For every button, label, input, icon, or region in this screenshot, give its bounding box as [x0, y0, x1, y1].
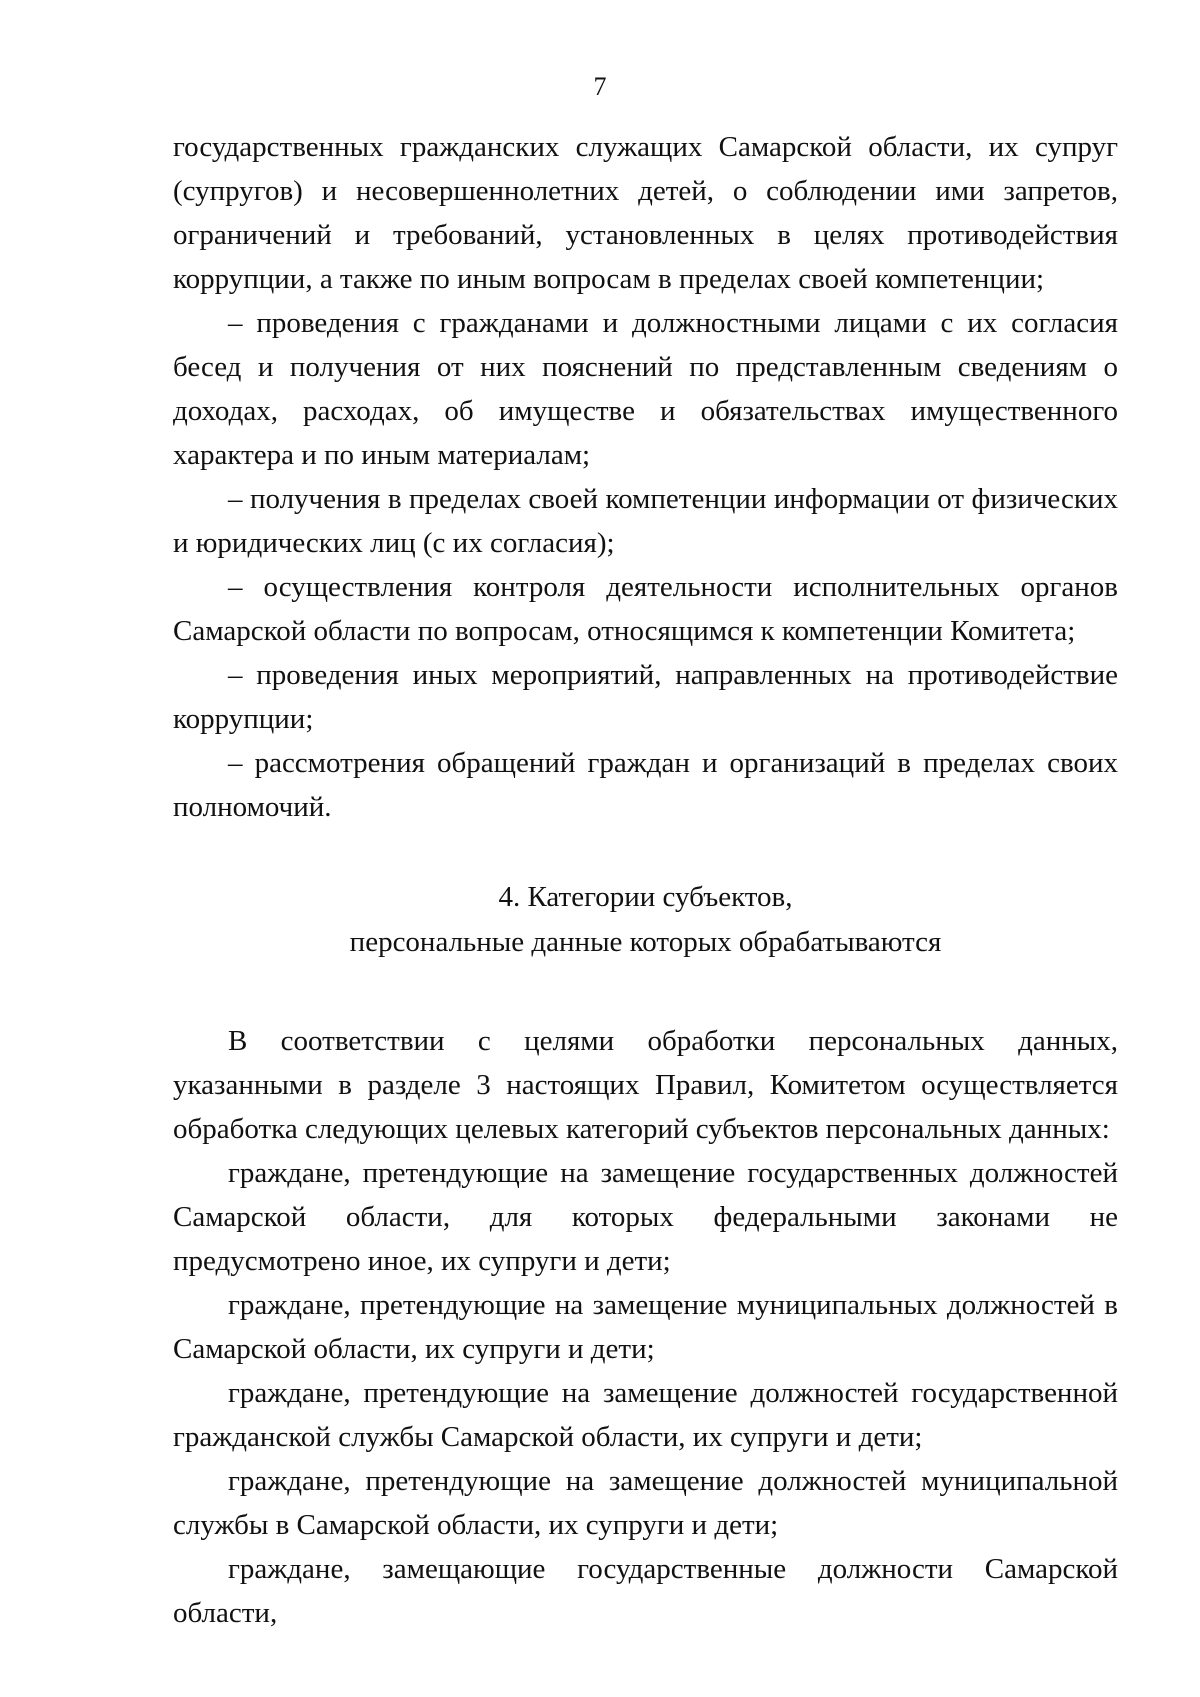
section-heading	[173, 875, 1118, 965]
paragraph-continuation: государственных гражданских служащих Самарской области, их супруг (супругов) и несовершеннолетних детей, о соблюдении ими запретов, ограничений и требований, установленных в целях противодействия коррупции, а также по иным вопросам в пределах своей компетенции;	[173, 131, 1118, 295]
paragraph-intro: В соответствии с целями обработки персональных данных, указанными в разделе 3 настоящих Правил, Комитетом осуществляется обработка следующих целевых категорий субъектов персональных данных:	[173, 1025, 1118, 1145]
section-heading-line-2: персональные данные которых обрабатываются	[349, 926, 942, 958]
page-number: 7	[593, 72, 607, 101]
list-item-control: – осуществления контроля деятельности исполнительных органов Самарской области по вопросам, относящимся к компетенции Комитета;	[173, 571, 1118, 647]
document-body	[173, 125, 1118, 1635]
category-state-positions: граждане, претендующие на замещение государственных должностей Самарской области, для которых федеральными законами не предусмотрено иное, их супруги и дети;	[173, 1157, 1118, 1277]
category-municipal-positions: граждане, претендующие на замещение муниципальных должностей в Самарской области, их супруги и дети;	[173, 1289, 1118, 1365]
category-holding-state-positions: граждане, замещающие государственные должности Самарской области,	[173, 1553, 1118, 1629]
section-heading-line-1: 4. Категории субъектов,	[498, 881, 793, 913]
category-civil-service: граждане, претендующие на замещение должностей государственной гражданской службы Самарской области, их супруги и дети;	[173, 1377, 1118, 1453]
list-item-other-measures: – проведения иных мероприятий, направленных на противодействие коррупции;	[173, 659, 1118, 735]
list-item-interviews: – проведения с гражданами и должностными лицами с их согласия бесед и получения от них пояснений по представленным сведениям о доходах, расходах, об имуществе и обязательствах имущественного характера и по иным материалам;	[173, 307, 1118, 471]
list-item-information-requests: – получения в пределах своей компетенции информации от физических и юридических лиц (с их согласия);	[173, 483, 1118, 559]
category-municipal-service: граждане, претендующие на замещение должностей муниципальной службы в Самарской области, их супруги и дети;	[173, 1465, 1118, 1541]
list-item-appeals: – рассмотрения обращений граждан и организаций в пределах своих полномочий.	[173, 747, 1118, 823]
